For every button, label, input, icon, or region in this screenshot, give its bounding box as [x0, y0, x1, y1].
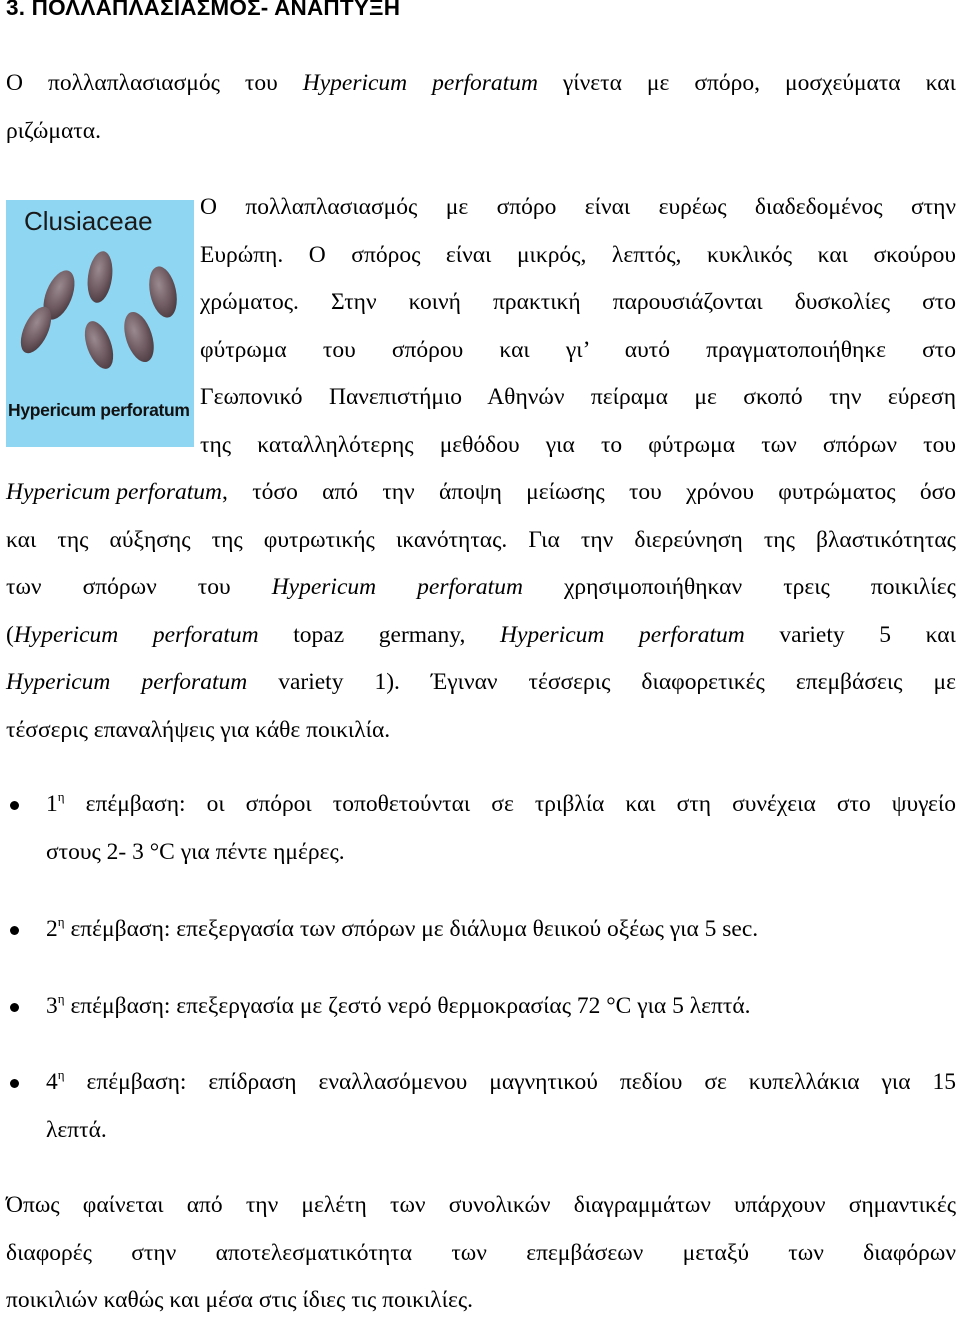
seed-3: [145, 264, 181, 320]
intro-line-2: ριζώματα.: [6, 117, 101, 144]
bullet-1-line-1: $1^\eta$ επέμβαση: οι σπόροι τοποθετούνται σε τριβλία και στη συνέχεια στο ψυγείο: [46, 789, 956, 817]
conclusion-line-2: διαφορές στην αποτελεσματικότητα των επεμβάσεων μεταξύ των διαφόρων: [6, 1239, 956, 1266]
conclusion-paragraph: [6, 1182, 956, 1325]
para2-line-9: των σπόρων του Hypericum perforatum χρησιμοποιήθηκαν τρεις ποικιλίες: [6, 574, 956, 601]
para2-line-11: Hypericum perforatum variety 1). Έγιναν τέσσερις διαφορετικές επεμβάσεις με: [6, 669, 956, 696]
bullet-icon: [10, 801, 19, 810]
intro-line-1: Ο πολλαπλασιασμός του Hypericum perforatum γίνετα με σπόρο, μοσχεύματα και: [6, 70, 956, 96]
bullet-icon: [10, 1079, 19, 1088]
para2-line-7: Hypericum perforatum , τόσο από την άποψη μείωσης του χρόνου φυτρώματος όσο: [6, 479, 956, 505]
bullet-icon: [10, 926, 19, 935]
bullet-4-line-1: $4^\eta$ επέμβαση: επίδραση εναλλασόμενου μαγνητικού πεδίου σε κυπελλάκια για 15: [46, 1067, 956, 1095]
bullet-icon: [10, 1003, 19, 1012]
seed-5: [79, 317, 119, 372]
para2-line-10: (Hypericum perforatum topaz germany, Hypericum perforatum variety 5 και: [6, 621, 956, 648]
para2-line-5: Γεωπονικό Πανεπιστήμιο Αθηνών πείραμα με σκοπό την εύρεση: [200, 384, 956, 411]
para2-line-4: φύτρωμα του σπόρου και γι’ αυτό πραγματοποιήθηκε στο: [200, 336, 956, 363]
continuation-paragraph: [6, 469, 956, 755]
para2-line-12: τέσσερις επαναλήψεις για κάθε ποικιλία.: [6, 716, 391, 743]
section-heading: 3. ΠΟΛΛΑΠΛΑΣΙΑΣΜΟΣ- ΑΝΑΠΤΥΞΗ: [6, 0, 401, 20]
seed-6: [119, 308, 160, 365]
intro-paragraph: [6, 60, 956, 155]
para2-line-8: και της αύξησης της φυτρωτικής ικανότητας. Για την διερεύνηση της βλαστικότητας: [6, 526, 956, 553]
wrapped-paragraph: [200, 184, 956, 470]
bullet-1-line-2: στους 2- 3 °C για πέντε ημέρες.: [46, 838, 345, 865]
para2-line-3: χρώματος. Στην κοινή πρακτική παρουσιάζονται δυσκολίες στο: [200, 289, 956, 316]
para2-line-2: Ευρώπη. Ο σπόρος είναι μικρός, λεπτός, κυκλικός και σκούρου: [200, 241, 956, 268]
conclusion-line-3: ποικιλιών καθώς και μέσα στις ίδιες τις ποικιλίες.: [6, 1287, 474, 1314]
figure-caption: Hypericum perforatum: [8, 400, 190, 420]
bullet-3-line-1: $3^\eta$ επέμβαση: επεξεργασία με ζεστό νερό θερμοκρασίας 72 °C για 5 λεπτά.: [46, 991, 751, 1019]
para2-line-1: Ο πολλαπλασιασμός με σπόρο είναι ευρέως διαδεδομένος στην: [200, 194, 956, 220]
seed-2: [84, 250, 115, 305]
seed-figure: [6, 200, 194, 447]
conclusion-line-1: Όπως φαίνεται από την μελέτη των συνολικών διαγραμμάτων υπάρχουν σημαντικές: [6, 1192, 956, 1218]
para2-line-6: της καταλληλότερης μεθόδου για το φύτρωμα των σπόρων του: [200, 431, 956, 458]
figure-title: Clusiaceae: [24, 206, 153, 236]
bullet-2-line-1: $2^\eta$ επέμβαση: επεξεργασία των σπόρων με διάλυμα θειικού οξέως για 5 sec.: [46, 914, 759, 942]
bullet-4-line-2: λεπτά.: [46, 1116, 107, 1143]
